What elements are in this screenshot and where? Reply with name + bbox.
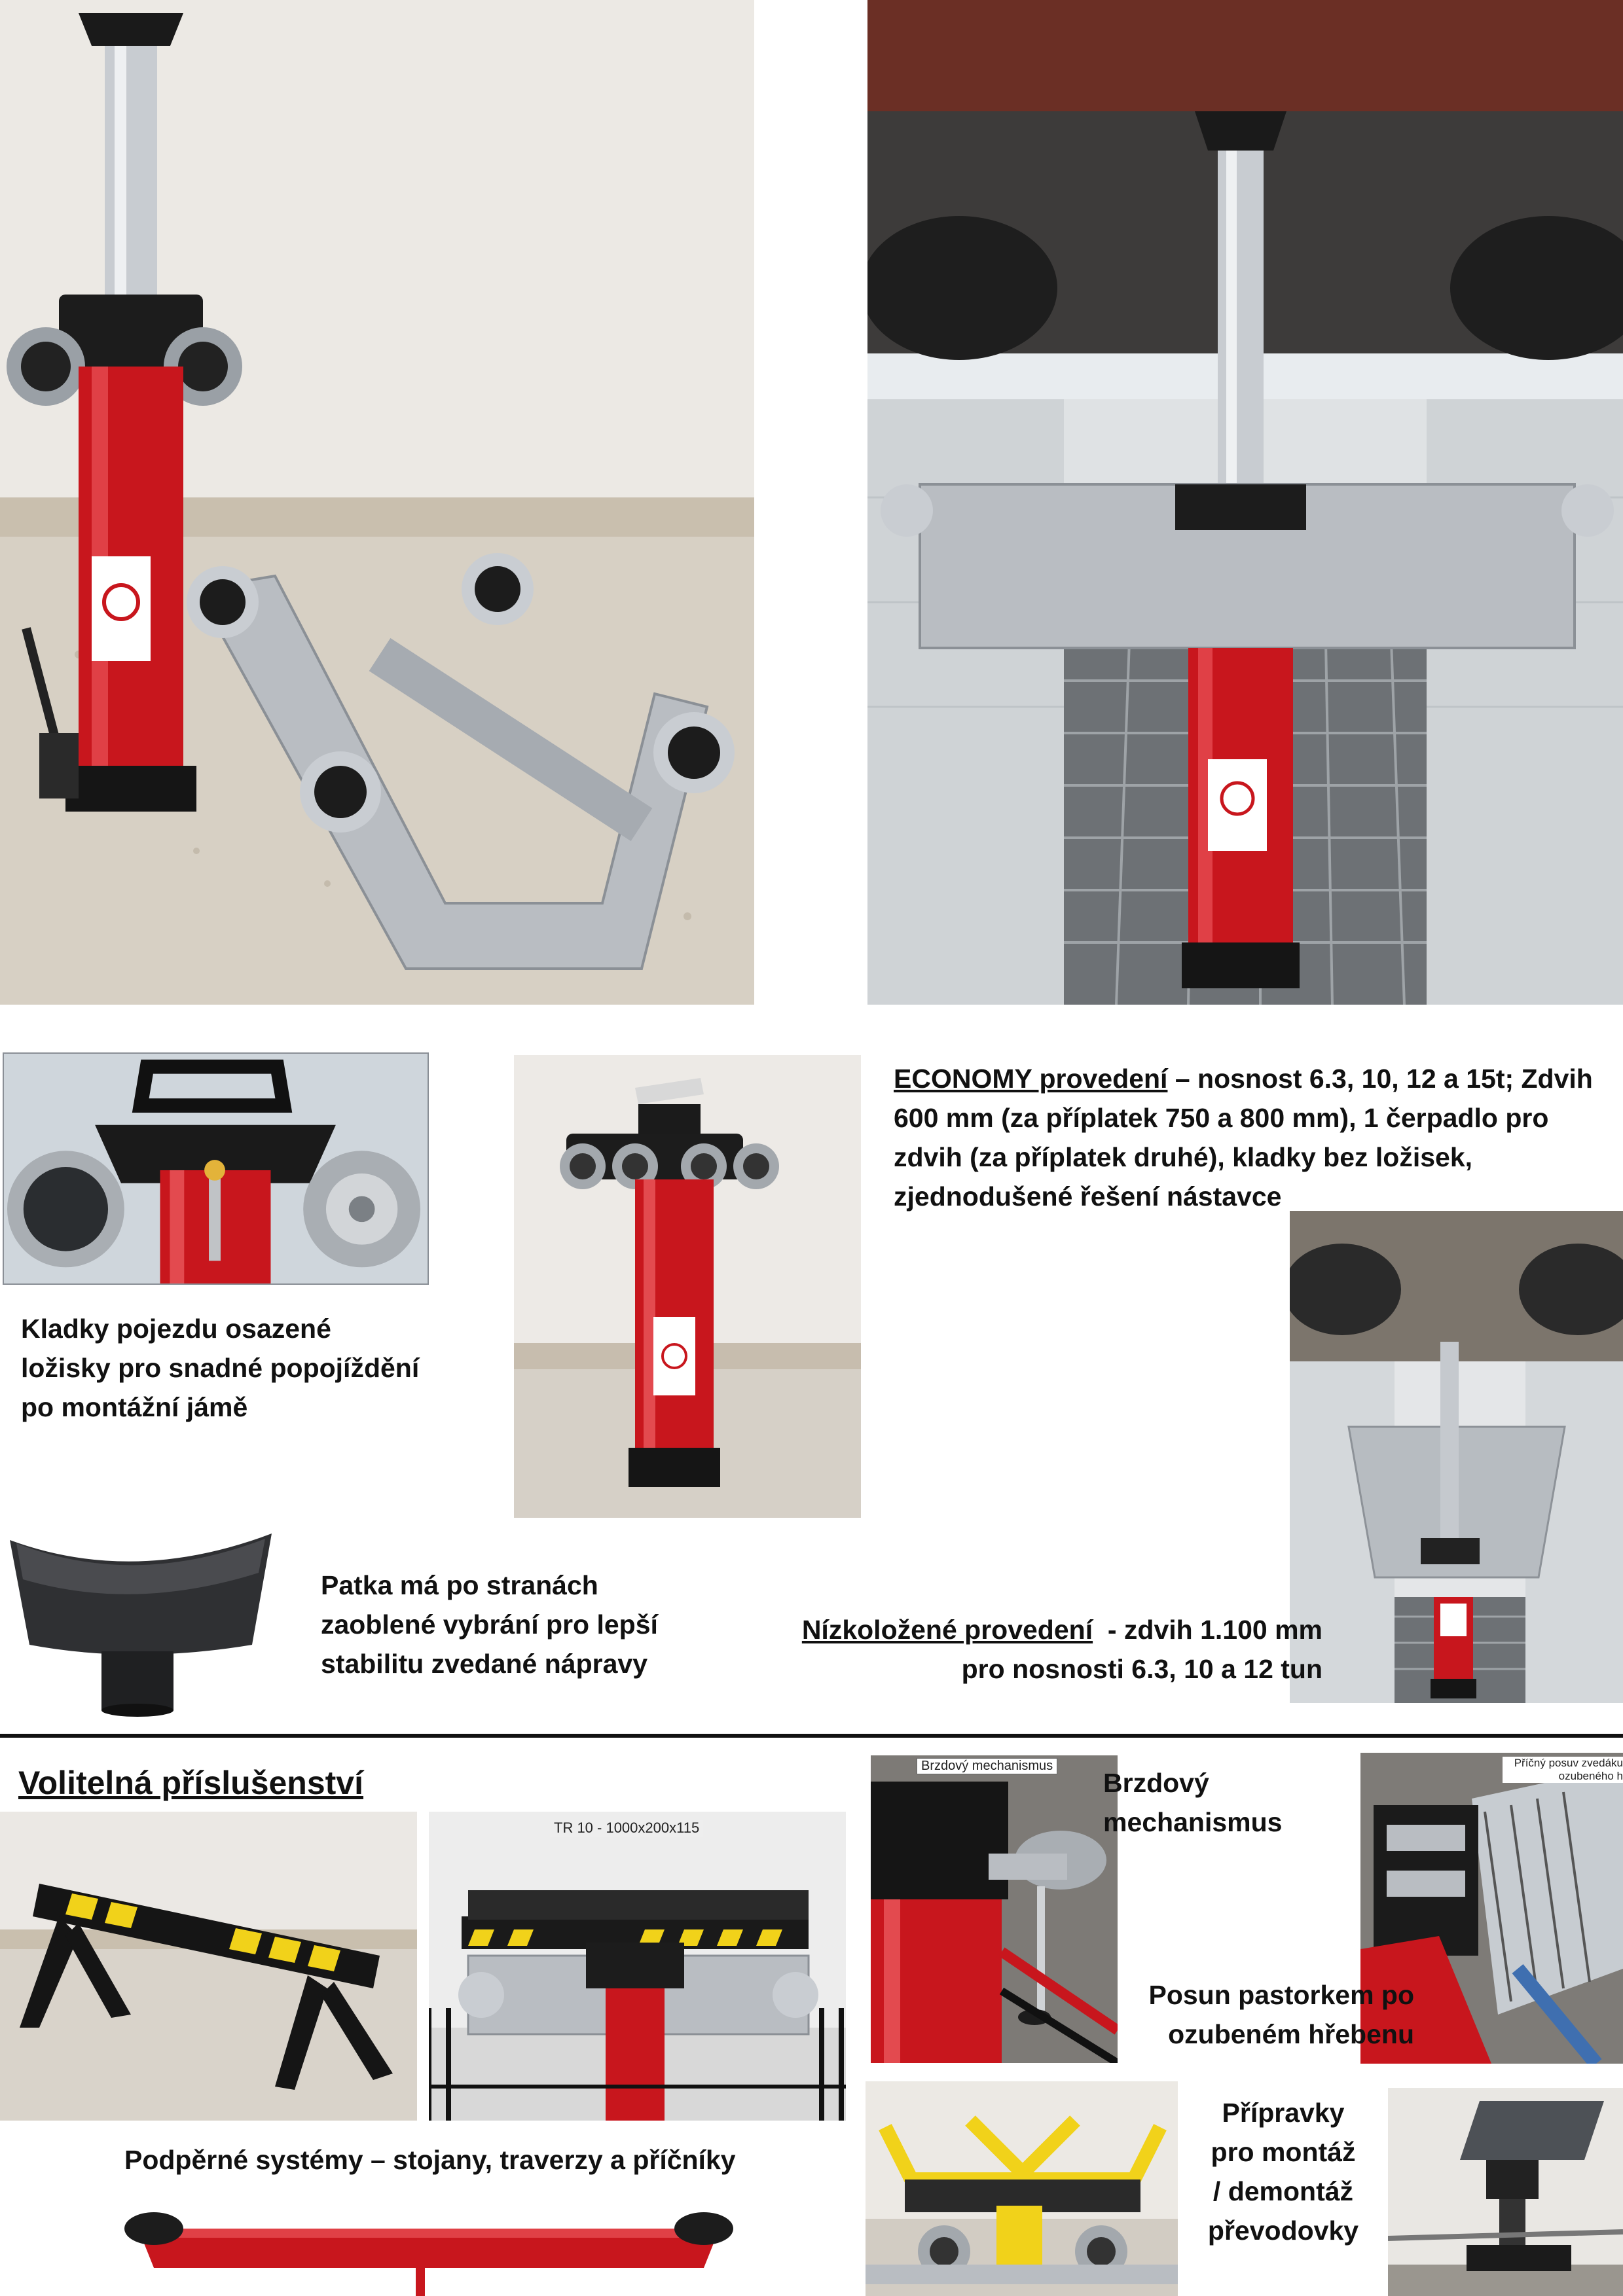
photo-traverse	[429, 1812, 846, 2121]
lowbuild-line1-rest: - zdvih 1.100 mm	[1093, 1615, 1322, 1645]
rack-photo-label	[1503, 1757, 1623, 1783]
traverse-photo-label: TR 10 - 1000x200x115	[550, 1820, 703, 1837]
economy-dash: –	[1167, 1064, 1198, 1094]
bearings-caption-line-3: po montážní jámě	[21, 1392, 248, 1422]
lowbuild-heading: Nízkoložené provedení	[801, 1615, 1093, 1645]
photo-economy-jack	[514, 1055, 861, 1518]
gearbox-caption	[1185, 2093, 1381, 2250]
photo-red-crossbar	[115, 2196, 743, 2296]
photo-gearbox-fixture-plate	[1388, 2088, 1623, 2296]
rack-caption-line-2: ozubeném hřebenu	[1168, 2019, 1414, 2049]
brake-caption-line-1: Brzdový	[1103, 1768, 1209, 1798]
economy-line-2: 600 mm (za příplatek 750 a 800 mm), 1 čerpadlo pro	[894, 1103, 1549, 1133]
saddle-caption	[321, 1566, 687, 1683]
rack-caption-line-1: Posun pastorkem po	[1148, 1980, 1414, 2010]
lowbuild-line-2: pro nosnosti 6.3, 10 a 12 tun	[961, 1654, 1322, 1684]
accessories-title: Volitelná příslušenství	[18, 1765, 364, 1801]
photo-brake-mechanism	[871, 1755, 1118, 2063]
economy-line-4: zjednodušené řešení nástavce	[894, 1181, 1282, 1211]
rack-photo-label-line2: ozubeného h	[1558, 1770, 1623, 1782]
economy-heading: ECONOMY provedení	[894, 1064, 1168, 1094]
economy-line1-text: nosnost 6.3, 10, 12 a 15t; Zdvih	[1197, 1064, 1593, 1094]
economy-line-3: zdvih (za příplatek druhé), kladky bez ložisek,	[894, 1142, 1473, 1172]
brake-photo-label: Brzdový mechanismus	[917, 1758, 1057, 1774]
section-divider	[0, 1734, 1623, 1738]
lowbuild-line-1	[773, 1610, 1322, 1649]
bearings-caption-line-1: Kladky pojezdu osazené	[21, 1314, 331, 1344]
bearings-caption-line-2: ložisky pro snadné popojíždění	[21, 1353, 420, 1383]
brake-caption-line-2: mechanismus	[1103, 1807, 1283, 1837]
rack-caption	[1106, 1975, 1414, 2054]
rack-photo-label-line1: Příčný posuv zvedáku	[1514, 1757, 1623, 1769]
saddle-caption-line-1: Patka má po stranách	[321, 1570, 598, 1600]
gearbox-caption-line-2: pro montáž	[1211, 2137, 1356, 2167]
photo-saddle-pad	[3, 1514, 277, 1719]
bearings-caption	[21, 1309, 427, 1427]
brake-caption	[1103, 1763, 1283, 1842]
photo-support-stand	[0, 1812, 417, 2121]
saddle-caption-line-3: stabilitu zvedané nápravy	[321, 1649, 648, 1679]
economy-description	[894, 1059, 1620, 1216]
gearbox-caption-line-3: / demontáž	[1213, 2176, 1354, 2206]
lowbuild-description	[773, 1610, 1322, 1689]
photo-bearing-rollers	[3, 1052, 429, 1285]
gearbox-caption-line-1: Přípravky	[1222, 2098, 1345, 2128]
photo-lowbuild-jack-in-pit	[1290, 1211, 1623, 1703]
saddle-caption-line-2: zaoblené vybrání pro lepší	[321, 1609, 658, 1640]
gearbox-caption-line-4: převodovky	[1207, 2215, 1359, 2246]
support-systems-caption: Podpěrné systémy – stojany, traverzy a příčníky	[124, 2145, 736, 2175]
economy-line-1	[894, 1059, 1620, 1098]
photo-gearbox-fixture-yellow	[866, 2081, 1178, 2296]
photo-jack-in-pit	[867, 0, 1623, 1005]
photo-jack-with-roller-frame	[0, 0, 754, 1005]
